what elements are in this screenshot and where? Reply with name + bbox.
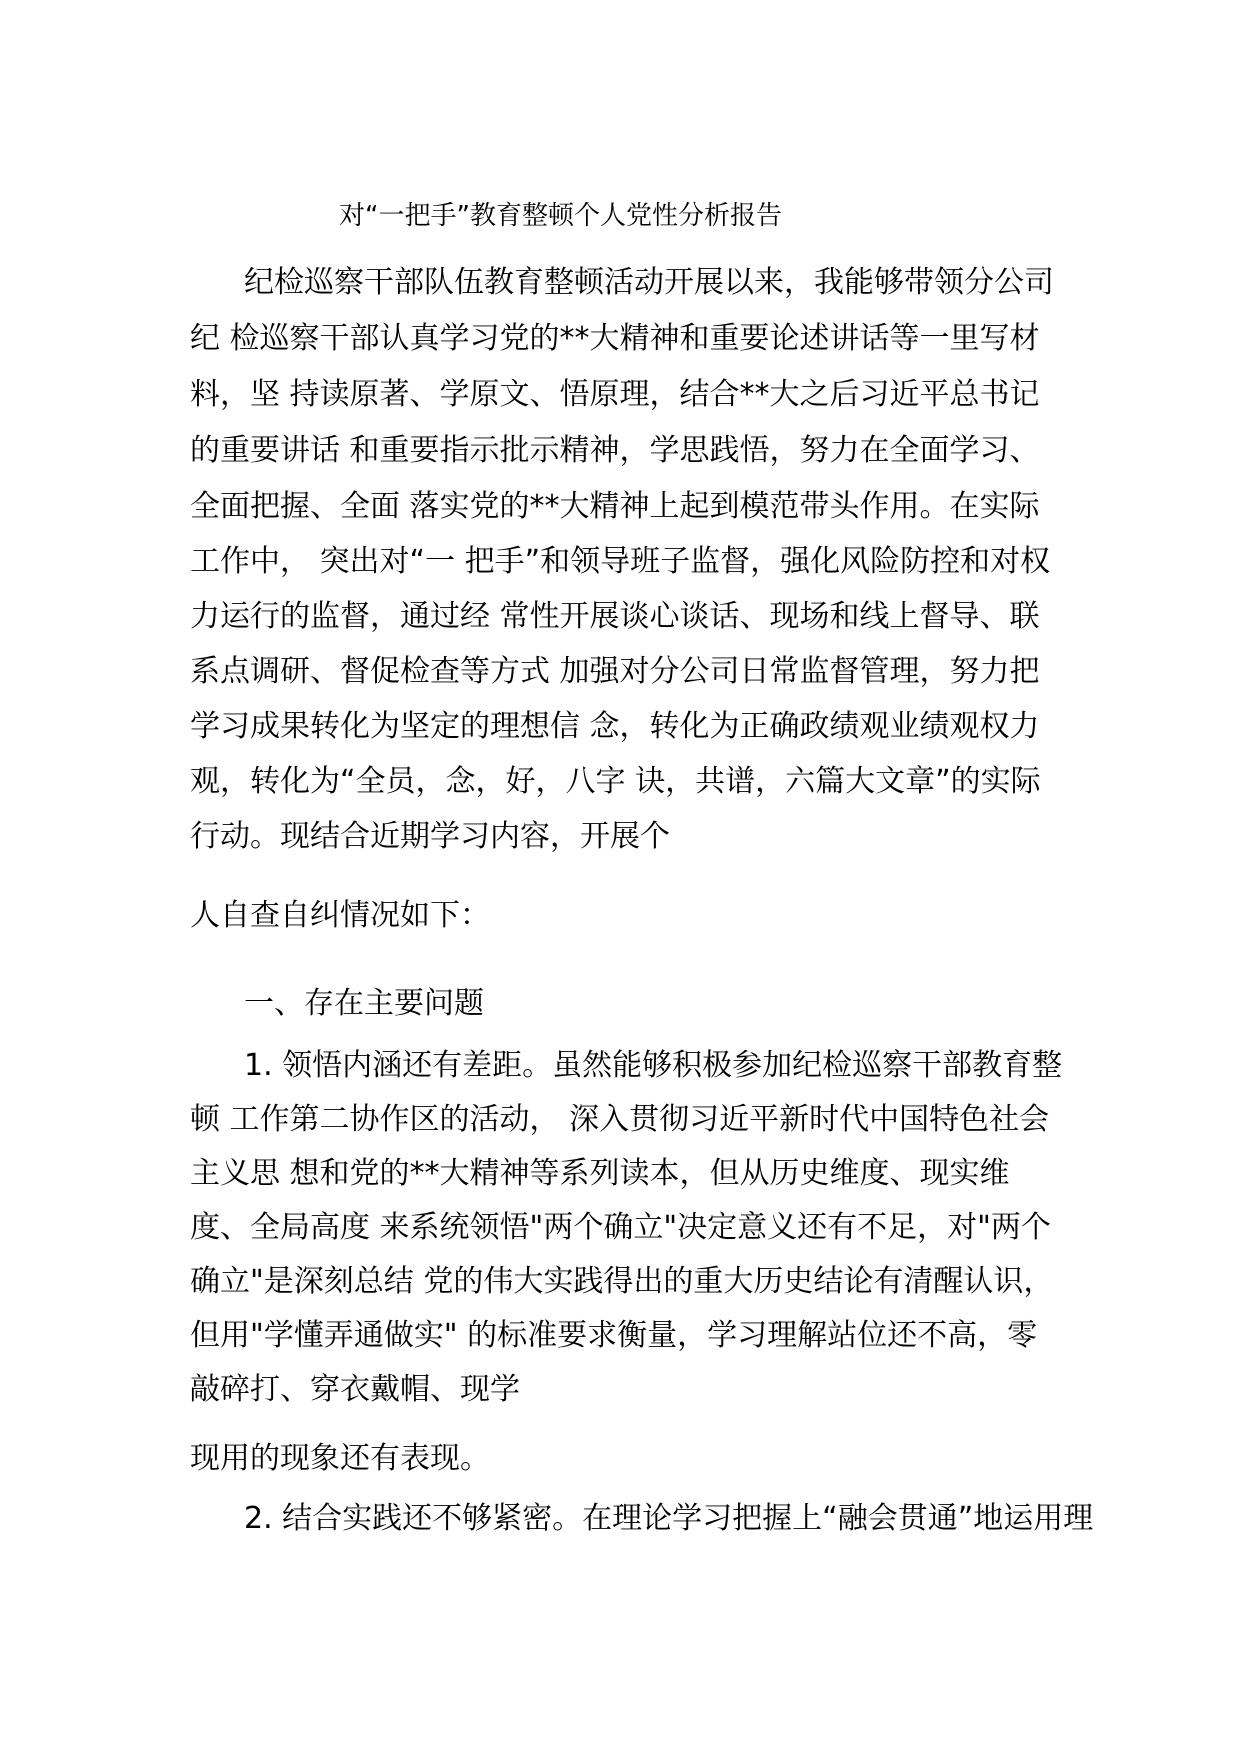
item1-line-1: 1. 领悟内涵还有差距。虽然能够积极参加纪检巡察干部教育整 bbox=[244, 1048, 1063, 1083]
intro-line-7: 力运行的监督，通过经 常性开展谈心谈话、现场和线上督导、联 bbox=[190, 599, 1040, 634]
intro-line-8: 系点调研、督促检查等方式 加强对分公司日常监督管理，努力把 bbox=[190, 654, 1040, 689]
item1-line-6: 但用"学懂弄通做实" 的标准要求衡量，学习理解站位还不高，零 bbox=[190, 1318, 1038, 1353]
item1-line-2: 顿 工作第二协作区的活动， 深入贯彻习近平新时代中国特色社会 bbox=[190, 1102, 1050, 1137]
intro-line-9: 学习成果转化为坚定的理想信 念，转化为正确政绩观业绩观权力 bbox=[190, 709, 1040, 744]
item1-line-5: 确立"是深刻总结 党的伟大实践得出的重大历史结论有清醒认识， bbox=[190, 1264, 1054, 1299]
section-heading: 一、存在主要问题 bbox=[244, 986, 484, 1021]
item2-line-1: 2. 结合实践还不够紧密。在理论学习把握上“融会贯通”地运用理 bbox=[244, 1501, 1094, 1536]
item1-line-8: 现用的现象还有表现。 bbox=[190, 1441, 490, 1476]
item1-line-4: 度、全局高度 来系统领悟"两个确立"决定意义还有不足，对"两个 bbox=[190, 1210, 1051, 1245]
intro-line-4: 的重要讲话 和重要指示批示精神，学思践悟，努力在全面学习、 bbox=[190, 433, 1040, 468]
intro-line-6: 工作中， 突出对“一 把手”和领导班子监督，强化风险防控和对权 bbox=[190, 544, 1051, 579]
intro-line-12: 人自查自纠情况如下： bbox=[190, 898, 490, 933]
intro-line-3: 料，坚 持读原著、学原文、悟原理，结合**大之后习近平总书记 bbox=[190, 377, 1040, 412]
item1-line-7: 敲碎打、穿衣戴帽、现学 bbox=[190, 1372, 520, 1407]
intro-line-10: 观，转化为“全员，念，好，八字 诀，共谱，六篇大文章”的实际 bbox=[190, 764, 1041, 799]
intro-line-11: 行动。现结合近期学习内容，开展个 bbox=[190, 819, 670, 854]
intro-line-2: 纪 检巡察干部认真学习党的**大精神和重要论述讲话等一里写材 bbox=[190, 321, 1040, 356]
intro-line-1: 纪检巡察干部队伍教育整顿活动开展以来，我能够带领分公司 bbox=[244, 265, 1054, 300]
item1-line-3: 主义思 想和党的**大精神等系列读本，但从历史维度、现实维 bbox=[190, 1156, 1010, 1191]
document-title: 对“一把手”教育整顿个人党性分析报告 bbox=[339, 201, 782, 231]
intro-line-5: 全面把握、全面 落实党的**大精神上起到模范带头作用。在实际 bbox=[190, 489, 1040, 524]
